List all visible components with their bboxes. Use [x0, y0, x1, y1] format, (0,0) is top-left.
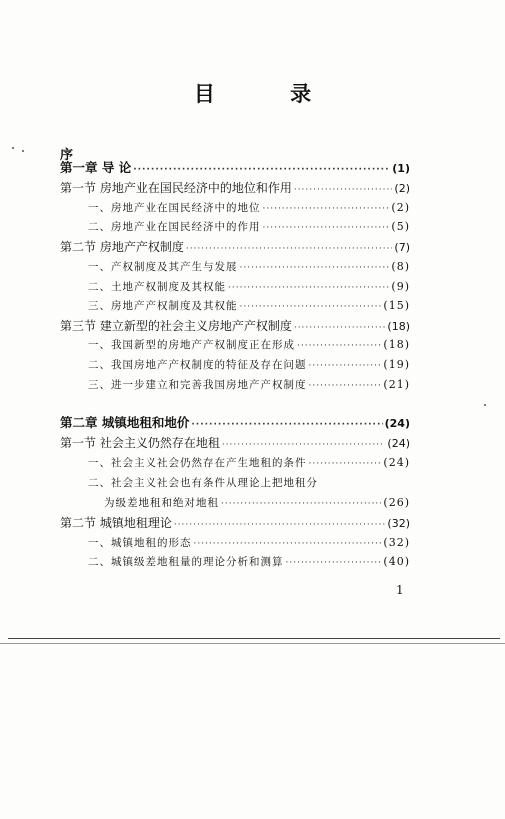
leader-dots: [228, 279, 389, 297]
toc-entry-label: 第一节 社会主义仍然存在地租: [60, 436, 220, 450]
toc-page-number: (24): [387, 437, 410, 450]
toc-chapter[interactable]: [60, 159, 410, 177]
leader-dots: [174, 516, 386, 534]
toc-entry-label: 三、进一步建立和完善我国房地产产权制度: [88, 379, 307, 391]
leader-dots: [240, 259, 390, 277]
leader-dots: [221, 495, 381, 513]
toc-item[interactable]: [88, 356, 410, 374]
toc-page-number: (18): [387, 320, 410, 333]
toc-page-number: (18): [383, 338, 410, 351]
scan-speck: [12, 147, 14, 149]
leader-dots: [222, 436, 386, 454]
leader-dots: [286, 554, 382, 572]
toc-entry-label: 二、城镇级差地租量的理论分析和测算: [88, 556, 284, 568]
toc-page-number: (2): [394, 182, 410, 195]
toc-entry-label: 第一章 导 论: [60, 160, 132, 175]
toc-item[interactable]: [104, 494, 410, 512]
toc-section[interactable]: [60, 179, 410, 197]
leader-dots: [309, 455, 382, 473]
toc-section[interactable]: [60, 238, 410, 256]
toc-page-number: (32): [387, 517, 410, 530]
toc-entry-label: 第二节 城镇地租理论: [60, 516, 172, 530]
toc-item[interactable]: [88, 297, 410, 315]
leader-dots: [133, 161, 390, 179]
leader-dots: [191, 416, 382, 434]
toc-item[interactable]: [88, 336, 410, 354]
leader-dots: [263, 219, 390, 237]
toc-entry-label: 一、社会主义社会仍然存在产生地租的条件: [88, 457, 307, 469]
toc-entry-label: 第二节 房地产产权制度: [60, 240, 184, 254]
toc-page-number: (21): [383, 378, 410, 391]
toc-entry-label: 第三节 建立新型的社会主义房地产产权制度: [60, 319, 292, 333]
leader-dots: [294, 181, 393, 199]
toc-entry-label: 二、房地产业在国民经济中的作用: [88, 221, 261, 233]
toc-item[interactable]: [88, 218, 410, 236]
toc-page-number: (15): [383, 299, 410, 312]
toc-item[interactable]: [88, 534, 410, 552]
toc-item[interactable]: [88, 376, 410, 394]
page-number: 1: [396, 583, 404, 597]
toc-entry-label: 一、城镇地租的形态: [88, 537, 192, 549]
toc-entry-label: 一、房地产业在国民经济中的地位: [88, 202, 261, 214]
toc-entry-label-continued: 为级差地租和绝对地租: [104, 497, 219, 509]
toc-page-number: (24): [384, 417, 410, 430]
toc-item[interactable]: [88, 553, 410, 571]
toc-page-number: (32): [383, 536, 410, 549]
leader-dots: [186, 240, 393, 258]
toc-page-number: (8): [391, 260, 410, 273]
leader-dots: [194, 535, 382, 553]
toc-page-number: (9): [391, 280, 410, 293]
toc-entry-label: 第二章 城镇地租和地价: [60, 415, 190, 430]
toc-chapter[interactable]: [60, 414, 410, 432]
leader-dots: [294, 319, 386, 337]
toc-page-number: (1): [392, 162, 410, 175]
leader-dots: [297, 337, 381, 355]
toc-entry-label: 二、我国房地产产权制度的特征及存在问题: [88, 359, 307, 371]
toc-preface: 序: [60, 148, 74, 163]
leader-dots: [263, 200, 390, 218]
scan-speck: [22, 150, 24, 152]
toc-item[interactable]: [88, 258, 410, 276]
leader-dots: [309, 357, 382, 375]
toc-page-number: (40): [383, 555, 410, 568]
toc-page-number: (7): [394, 241, 410, 254]
toc-page-number: (26): [383, 496, 410, 509]
toc-entry-label: 二、土地产权制度及其权能: [88, 281, 226, 293]
toc-entry-label: 一、产权制度及其产生与发展: [88, 261, 238, 273]
toc-entry-label: 一、我国新型的房地产产权制度正在形成: [88, 339, 295, 351]
toc-item[interactable]: [88, 199, 410, 217]
toc-page-number: (19): [383, 358, 410, 371]
toc-section[interactable]: [60, 434, 410, 452]
toc-section[interactable]: [60, 514, 410, 532]
toc-entry-label[interactable]: 二、社会主义社会也有条件从理论上把地租分: [88, 477, 318, 489]
toc-entry-label: 三、房地产产权制度及其权能: [88, 300, 238, 312]
scan-edge-line: [8, 638, 500, 639]
scan-edge-line: [0, 643, 505, 644]
toc-item[interactable]: [88, 278, 410, 296]
toc-item[interactable]: [88, 454, 410, 472]
toc-page-number: (5): [391, 220, 410, 233]
scan-speck: [484, 404, 486, 406]
leader-dots: [309, 377, 382, 395]
toc-page-number: (24): [383, 456, 410, 469]
page-title: 目 录: [193, 82, 346, 106]
toc-section[interactable]: [60, 317, 410, 335]
toc-entry-label: 第一节 房地产业在国民经济中的地位和作用: [60, 181, 292, 195]
leader-dots: [240, 298, 382, 316]
toc-page-number: (2): [391, 201, 410, 214]
